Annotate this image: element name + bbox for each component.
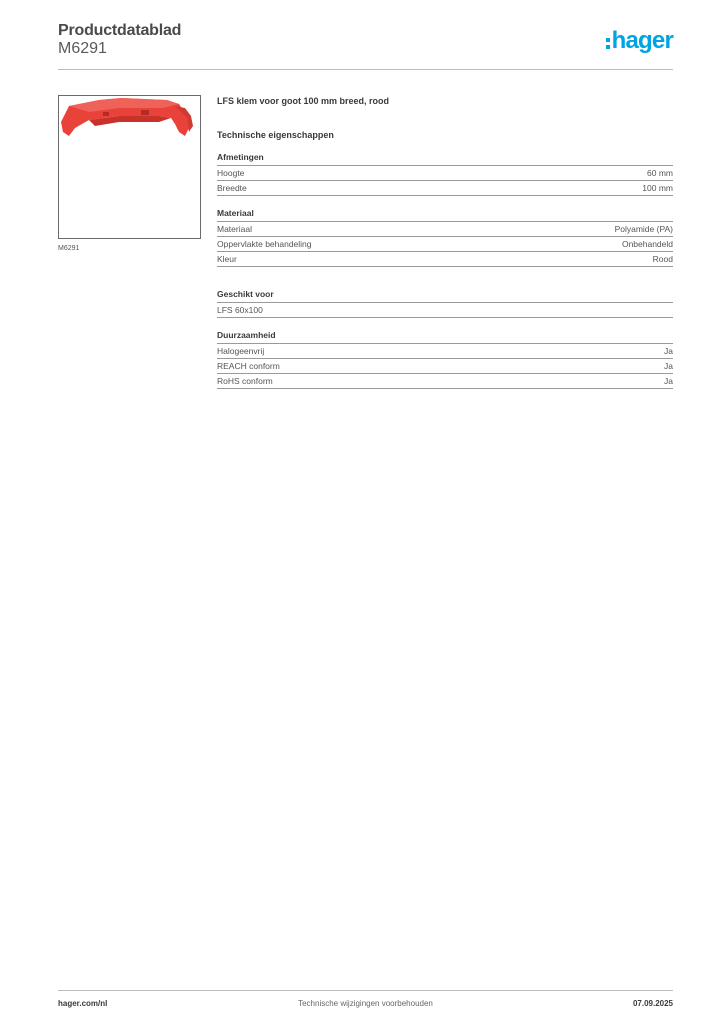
group-title: Afmetingen bbox=[217, 152, 673, 166]
page-header bbox=[58, 22, 673, 70]
spec-value: Ja bbox=[664, 346, 673, 356]
spec-row bbox=[217, 374, 673, 389]
logo-dots-icon bbox=[606, 38, 610, 49]
product-image bbox=[58, 95, 201, 239]
section-title: Technische eigenschappen bbox=[217, 130, 334, 140]
spec-row bbox=[217, 252, 673, 267]
image-caption: M6291 bbox=[58, 245, 80, 252]
spec-value: Ja bbox=[664, 361, 673, 371]
clip-product-icon bbox=[59, 96, 200, 238]
spec-value: Ja bbox=[664, 376, 673, 386]
spec-row bbox=[217, 237, 673, 252]
product-name: LFS klem voor goot 100 mm breed, rood bbox=[217, 96, 390, 106]
website-link[interactable]: hager.com/nl bbox=[58, 999, 108, 1008]
logo-text: hager bbox=[611, 27, 673, 54]
spec-group-geschikt-voor bbox=[217, 289, 673, 318]
spec-label: RoHS conform bbox=[217, 376, 273, 386]
spec-label: Materiaal bbox=[217, 224, 252, 234]
spec-row bbox=[217, 303, 673, 318]
group-title: Materiaal bbox=[217, 208, 673, 222]
spec-row bbox=[217, 344, 673, 359]
spec-label: Breedte bbox=[217, 183, 247, 193]
spec-group-materiaal bbox=[217, 208, 673, 267]
group-title: Geschikt voor bbox=[217, 289, 673, 303]
spec-label: LFS 60x100 bbox=[217, 305, 263, 315]
product-code: M6291 bbox=[58, 40, 107, 57]
spec-row bbox=[217, 166, 673, 181]
spec-group-afmetingen bbox=[217, 152, 673, 196]
spec-value: Onbehandeld bbox=[621, 239, 673, 249]
spec-value: Rood bbox=[652, 254, 673, 264]
group-title: Duurzaamheid bbox=[217, 330, 673, 344]
spec-label: Oppervlakte behandeling bbox=[217, 239, 312, 249]
footer-date: 07.09.2025 bbox=[632, 999, 673, 1008]
spec-label: Halogeenvrij bbox=[217, 346, 265, 356]
spec-label: REACH conform bbox=[217, 361, 280, 371]
page-footer bbox=[58, 990, 673, 1012]
spec-value: 100 mm bbox=[642, 183, 673, 193]
spec-value: Polyamide (PA) bbox=[614, 224, 673, 234]
spec-row bbox=[217, 359, 673, 374]
spec-row bbox=[217, 222, 673, 237]
footer-disclaimer: Technische wijzigingen voorbehouden bbox=[298, 999, 433, 1008]
spec-row bbox=[217, 181, 673, 196]
spec-label: Kleur bbox=[217, 254, 237, 264]
spec-group-duurzaamheid bbox=[217, 330, 673, 389]
spec-label: Hoogte bbox=[217, 168, 245, 178]
document-title: Productdatablad bbox=[58, 22, 182, 39]
spec-content bbox=[217, 96, 673, 389]
spec-value: 60 mm bbox=[647, 168, 673, 178]
hager-logo bbox=[606, 28, 673, 54]
